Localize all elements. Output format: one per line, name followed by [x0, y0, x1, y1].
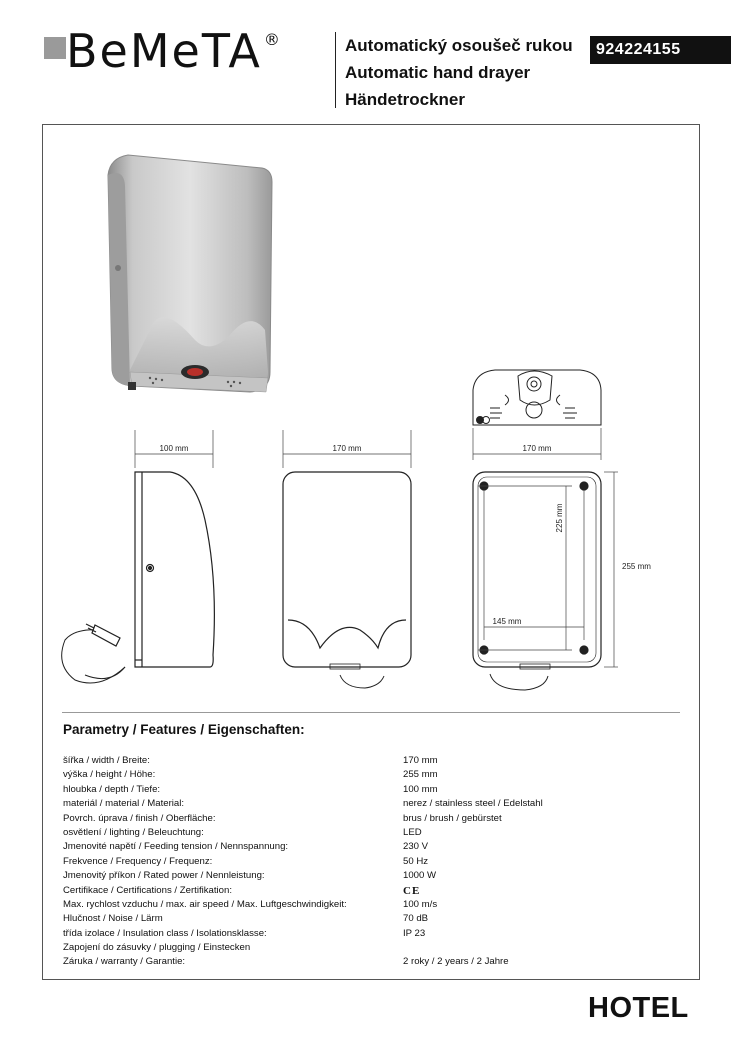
param-row: [63, 840, 583, 854]
registered-mark: ®: [263, 30, 282, 49]
param-label: Frekvence / Frequency / Frequenz:: [63, 855, 213, 867]
param-label: materiál / material / Material:: [63, 798, 185, 810]
param-value: IP 23: [403, 927, 426, 939]
back-view-drawing: [473, 472, 601, 690]
param-row: [63, 927, 583, 941]
dim-label-back-width: 170 mm: [522, 444, 552, 453]
category-label: HOTEL: [588, 992, 689, 1024]
dim-label-mount-horizontal: 145 mm: [492, 617, 522, 626]
dim-label-front-width: 170 mm: [332, 444, 362, 453]
param-value: 100 m/s: [403, 898, 438, 910]
param-row: [63, 884, 583, 898]
param-row: [63, 869, 583, 883]
param-row: [63, 826, 583, 840]
param-label: hloubka / depth / Tiefe:: [63, 783, 161, 795]
side-view-drawing: [62, 472, 215, 683]
param-row: [63, 941, 583, 955]
param-label: Povrch. úprava / finish / Oberfläche:: [63, 812, 216, 824]
param-label: třída izolace / Insulation class / Isolationsklasse:: [63, 927, 267, 939]
params-table: [63, 754, 583, 970]
param-label: Hlučnost / Noise / Lärm: [63, 913, 163, 925]
param-row: [63, 768, 583, 782]
param-value: LED: [403, 826, 422, 838]
param-value: nerez / stainless steel / Edelstahl: [403, 798, 543, 810]
param-label: osvětlení / lighting / Beleuchtung:: [63, 826, 204, 838]
param-label: Záruka / warranty / Garantie:: [63, 956, 186, 968]
dim-label-mount-vertical: 225 mm: [555, 503, 564, 533]
param-value: 170 mm: [403, 755, 438, 766]
title-cz: Automatický osoušeč rukou: [345, 36, 573, 55]
param-row: [63, 783, 583, 797]
product-photo: [108, 155, 272, 392]
param-value: brus / brush / gebürstet: [403, 812, 502, 824]
param-value: 1000 W: [403, 870, 437, 882]
param-value: 70 dB: [403, 913, 429, 925]
param-row: [63, 812, 583, 826]
dim-label-total-height: 255 mm: [622, 562, 651, 571]
param-label: Zapojení do zásuvky / plugging / Einstecken: [63, 942, 251, 954]
param-value: 2 roky / 2 years / 2 Jahre: [403, 956, 509, 968]
param-row: [63, 898, 583, 912]
bottom-view-drawing: [473, 370, 601, 425]
product-code: 924224155: [590, 36, 731, 64]
front-view-drawing: [283, 472, 411, 688]
param-label: Jmenovité napětí / Feeding tension / Nennspannung:: [63, 841, 289, 853]
dim-back: [478, 472, 618, 667]
param-label: Max. rychlost vzduchu / max. air speed / Max. Luftgeschwindigkeit:: [63, 898, 347, 910]
param-label: Certifikace / Certifications / Zertifikation:: [63, 884, 233, 896]
param-label: výška / height / Höhe:: [63, 769, 156, 781]
param-label: Jmenovitý příkon / Rated power / Nennleistung:: [63, 870, 265, 882]
param-label: šířka / width / Breite:: [63, 755, 150, 766]
section-separator: [62, 712, 680, 713]
title-de: Händetrockner: [345, 90, 465, 109]
title-en: Automatic hand drayer: [345, 63, 531, 82]
param-value: 255 mm: [403, 769, 438, 781]
param-row: [63, 797, 583, 811]
param-value: 100 mm: [403, 783, 438, 795]
param-value: 50 Hz: [403, 855, 429, 867]
param-row: [63, 912, 583, 926]
ce-mark: CE: [403, 884, 421, 897]
params-title: Parametry / Features / Eigenschaften:: [63, 722, 305, 737]
dim-label-side-depth: 100 mm: [159, 444, 189, 453]
param-row: [63, 855, 583, 869]
brand-name: BeMeTA: [66, 24, 262, 78]
param-row: [63, 955, 583, 969]
param-row: [63, 754, 583, 768]
param-value: 230 V: [403, 841, 429, 853]
